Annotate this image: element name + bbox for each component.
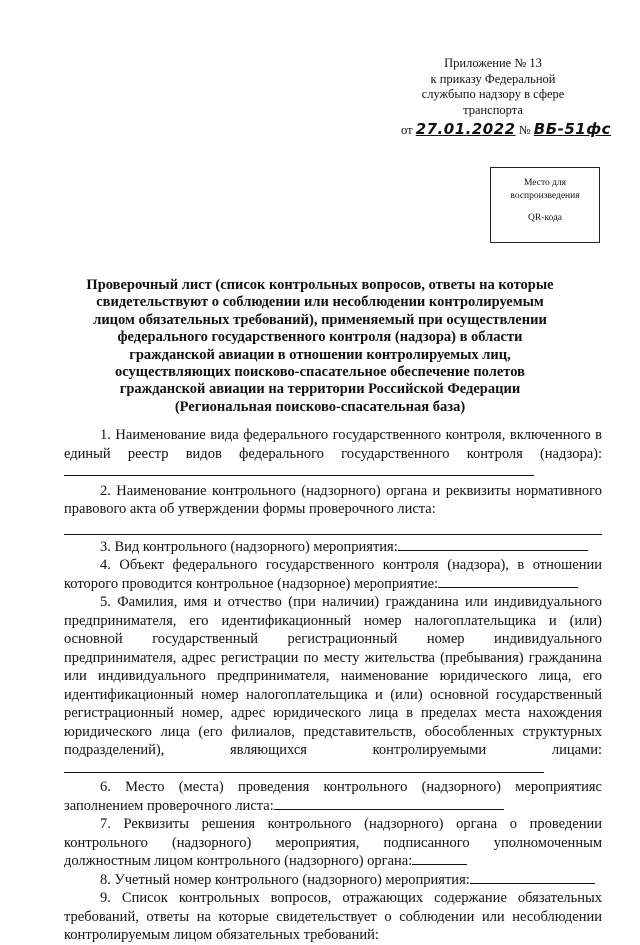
item-2: 2. Наименование контрольного (надзорного) органа и реквизиты нормативного правового акта об утверждении формы проверочного листа:	[64, 482, 602, 517]
document-title: Проверочный лист (список контрольных вопросов, ответы на которые свидетельствуют о соблюдении или несоблюдении контролируемым лицом обязательных требований), применяемый при осуществлении федерального государственного контроля (надзора) в области гражданской авиации в отношении контролируемых лиц, осуществляющих поисково-спасательное обеспечение полетов гражданской авиации на территории Российской Федерации (Региональная поисково-спасательная база)	[86, 277, 554, 415]
item-8-blank	[470, 871, 595, 884]
item-9: 9. Список контрольных вопросов, отражающих содержание обязательных требований, ответы на которые свидетельствует о соблюдении или несоблюдении контролируемым лицом обязательных требований:	[64, 890, 602, 943]
appendix-order-ref: к приказу Федеральной	[430, 71, 556, 86]
qr-code-placeholder	[490, 167, 600, 243]
order-date: 27.01.2022	[415, 120, 516, 138]
item-7-blank	[412, 852, 467, 865]
order-number: ВБ-51фс	[533, 120, 612, 138]
item-3-blank	[398, 538, 588, 551]
item-3: 3. Вид контрольного (надзорного) мероприятия:	[64, 538, 602, 557]
appendix-transport: транспорта	[463, 102, 523, 117]
order-number-sign: №	[518, 123, 531, 137]
order-date-number-line	[401, 120, 612, 139]
qr-box-line-2: воспроизведения	[510, 191, 580, 201]
item-2-blank	[64, 519, 602, 535]
appendix-service: службыпо надзору в сфере	[421, 87, 565, 101]
item-5: 5. Фамилия, имя и отчество (при наличии) гражданина или индивидуального предпринимателя, его идентификационный номер налогоплательщика и (или) основной государственный регистрационный номер индивидуального предпринимателя, адрес регистрации по месту жительства (пребывания) гражданина или индивидуального предпринимателя, наименование юридического лица, его идентификационный номер налогоплательщика и (или) основной государственный регистрационный номер, адрес юридического лица в пределах места нахождения юридического лица (его филиалов, представительств, обособленных структурных подразделений), являющихся контролируемыми лицами:	[64, 593, 602, 778]
appendix-header	[408, 56, 578, 118]
document-body	[64, 426, 602, 945]
item-6: 6. Место (места) проведения контрольного (надзорного) мероприятияс заполнением проверочного листа:	[64, 779, 602, 814]
item-7: 7. Реквизиты решения контрольного (надзорного) органа о проведении контрольного (надзорного) мероприятия, подписанного уполномоченным должностным лицом контрольного (надзорного) органа:	[64, 816, 602, 869]
appendix-number: Приложение № 13	[444, 56, 542, 70]
qr-box-line-1: Место для	[523, 178, 567, 188]
qr-box-line-3: QR-кода	[527, 213, 563, 223]
item-6-blank	[274, 797, 504, 810]
item-8: 8. Учетный номер контрольного (надзорного) мероприятия:	[64, 871, 602, 890]
item-1: 1. Наименование вида федерального государственного контроля, включенного в единый реестр видов федерального государственного контроля (надзора):	[64, 426, 602, 482]
item-4: 4. Объект федерального государственного контроля (надзора), в отношении которого проводится контрольное (надзорное) мероприятие:	[64, 557, 602, 592]
order-ot-label: от	[401, 123, 413, 137]
item-1-blank	[64, 463, 534, 476]
item-4-blank	[438, 575, 578, 588]
item-5-blank	[64, 760, 544, 773]
